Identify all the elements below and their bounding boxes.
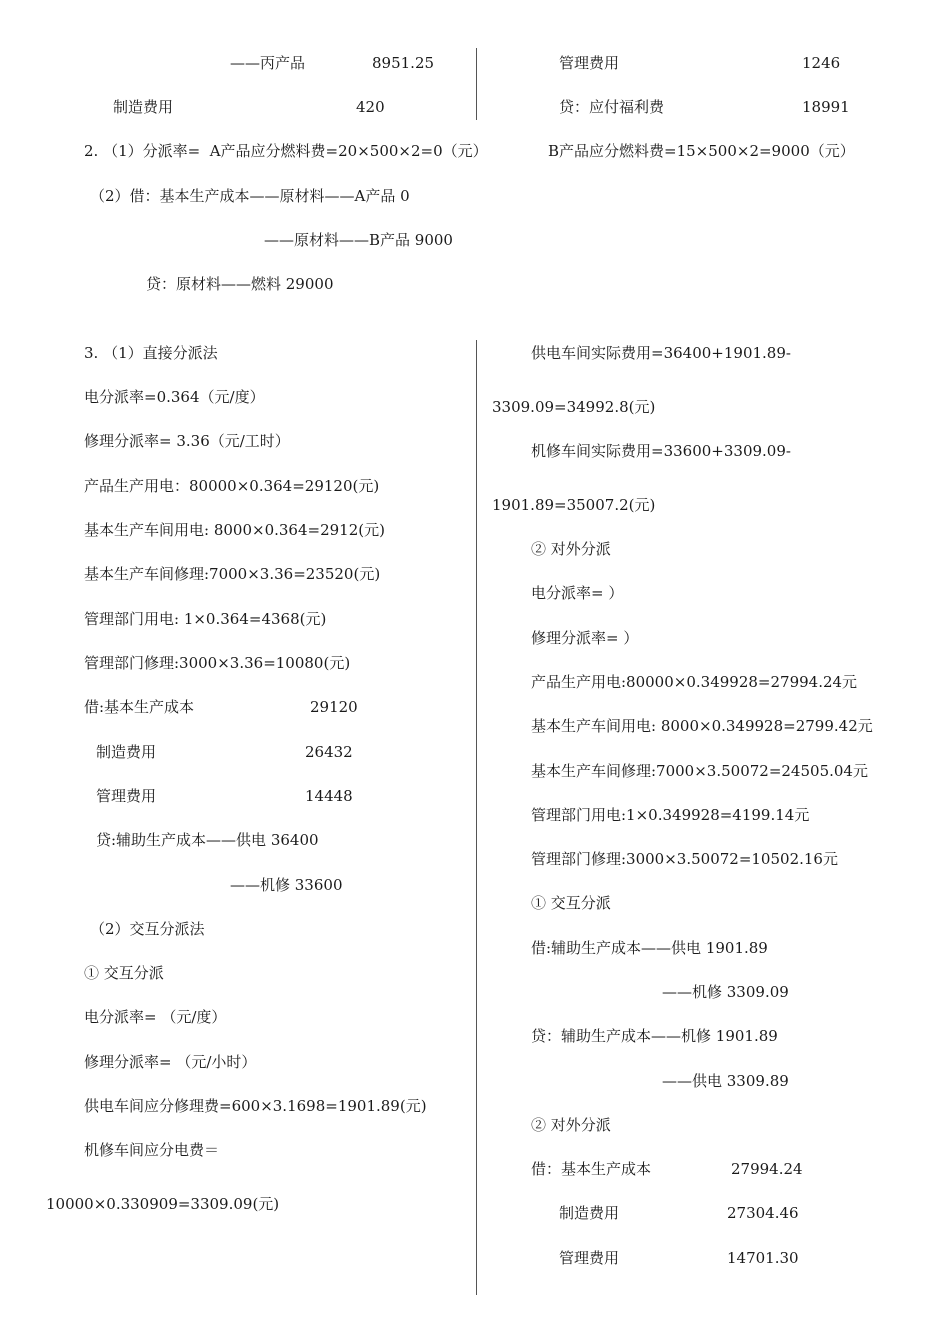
right-entry-mfg-value: 27304.46 bbox=[727, 1204, 799, 1222]
left-entry-debit-value: 29120 bbox=[310, 698, 358, 716]
top-right-line2-label: 贷：应付福利费 bbox=[559, 98, 665, 116]
left2-line-6: 10000×0.330909=3309.09(元) bbox=[46, 1195, 280, 1213]
right-line-3: 1901.89=35007.2(元) bbox=[492, 496, 656, 514]
right-line-4: ② 对外分派 bbox=[531, 540, 611, 558]
left2-line-4: 供电车间应分修理费=600×3.1698=1901.89(元) bbox=[84, 1097, 427, 1115]
top-left-line1-value: 8951.25 bbox=[372, 54, 435, 72]
right-line-9: 基本生产车间修理:7000×3.50072=24505.04元 bbox=[531, 762, 868, 780]
right-entry-mgmt-label: 管理费用 bbox=[559, 1249, 620, 1267]
right-line-14: ——机修 3309.09 bbox=[662, 983, 789, 1001]
left-line-4: 基本生产车间用电: 8000×0.364=2912(元) bbox=[84, 521, 385, 539]
left-line-1: 电分派率=0.364（元/度） bbox=[84, 388, 265, 406]
left-entry-credit1: 贷:辅助生产成本——供电 36400 bbox=[96, 831, 319, 849]
left-line-7: 管理部门修理:3000×3.36=10080(元) bbox=[84, 654, 351, 672]
right-line-6: 修理分派率= ） bbox=[531, 629, 639, 647]
top-right-line2-value: 18991 bbox=[802, 98, 850, 116]
section2-line3: ——原材料——B产品 9000 bbox=[264, 231, 453, 249]
right-line-0: 供电车间实际费用=36400+1901.89- bbox=[531, 344, 791, 362]
left-entry-mgmt-value: 14448 bbox=[305, 787, 353, 805]
left2-line-5: 机修车间应分电费＝ bbox=[84, 1141, 220, 1159]
left2-line-2: 电分派率= （元/度） bbox=[84, 1008, 227, 1026]
right-line-12: ① 交互分派 bbox=[531, 894, 611, 912]
left-line-3: 产品生产用电：80000×0.364=29120(元) bbox=[84, 477, 380, 495]
section2-line4: 贷：原材料——燃料 29000 bbox=[146, 275, 334, 293]
right-line-16: ——供电 3309.89 bbox=[662, 1072, 789, 1090]
top-right-line1-value: 1246 bbox=[802, 54, 841, 72]
right-line-1: 3309.09=34992.8(元) bbox=[492, 398, 656, 416]
left-line-6: 管理部门用电: 1×0.364=4368(元) bbox=[84, 610, 327, 628]
left-line-0: 3. （1）直接分派法 bbox=[84, 344, 218, 362]
left-entry-mgmt-label: 管理费用 bbox=[96, 787, 157, 805]
left2-line-3: 修理分派率= （元/小时） bbox=[84, 1053, 257, 1071]
left-entry-mfg-value: 26432 bbox=[305, 743, 353, 761]
right-line-17: ② 对外分派 bbox=[531, 1116, 611, 1134]
right-line-8: 基本生产车间用电: 8000×0.349928=2799.42元 bbox=[531, 717, 873, 735]
left-entry-mfg-label: 制造费用 bbox=[96, 743, 157, 761]
right-entry-mgmt-value: 14701.30 bbox=[727, 1249, 799, 1267]
right-line-7: 产品生产用电:80000×0.349928=27994.24元 bbox=[531, 673, 858, 691]
right-line-10: 管理部门用电:1×0.349928=4199.14元 bbox=[531, 806, 810, 824]
section2-line1-b: B产品应分燃料费=15×500×2=9000（元） bbox=[548, 142, 855, 160]
left-entry-debit-label: 借:基本生产成本 bbox=[84, 698, 195, 716]
left-entry-credit2: ——机修 33600 bbox=[230, 876, 343, 894]
left2-line-1: ① 交互分派 bbox=[84, 964, 164, 982]
left-line-2: 修理分派率= 3.36（元/工时） bbox=[84, 432, 290, 450]
left2-line-0: （2）交互分派法 bbox=[90, 920, 205, 938]
right-entry-mfg-label: 制造费用 bbox=[559, 1204, 620, 1222]
section2-line2: （2）借：基本生产成本——原材料——A产品 0 bbox=[90, 187, 410, 205]
top-left-line2-label: 制造费用 bbox=[113, 98, 174, 116]
left-line-5: 基本生产车间修理:7000×3.36=23520(元) bbox=[84, 565, 381, 583]
right-line-11: 管理部门修理:3000×3.50072=10502.16元 bbox=[531, 850, 838, 868]
right-entry-debit-label: 借：基本生产成本 bbox=[531, 1160, 652, 1178]
column-divider-main bbox=[476, 340, 477, 1295]
column-divider-top bbox=[476, 48, 477, 120]
top-left-line1-label: ——丙产品 bbox=[230, 54, 306, 72]
right-line-15: 贷：辅助生产成本——机修 1901.89 bbox=[531, 1027, 778, 1045]
section2-line1: 2. （1）分派率= A产品应分燃料费=20×500×2=0（元） bbox=[84, 142, 488, 160]
right-entry-debit-value: 27994.24 bbox=[731, 1160, 803, 1178]
top-right-line1-label: 管理费用 bbox=[559, 54, 620, 72]
right-line-13: 借:辅助生产成本——供电 1901.89 bbox=[531, 939, 768, 957]
right-line-2: 机修车间实际费用=33600+3309.09- bbox=[531, 442, 791, 460]
right-line-5: 电分派率= ） bbox=[531, 584, 624, 602]
top-left-line2-value: 420 bbox=[356, 98, 385, 116]
